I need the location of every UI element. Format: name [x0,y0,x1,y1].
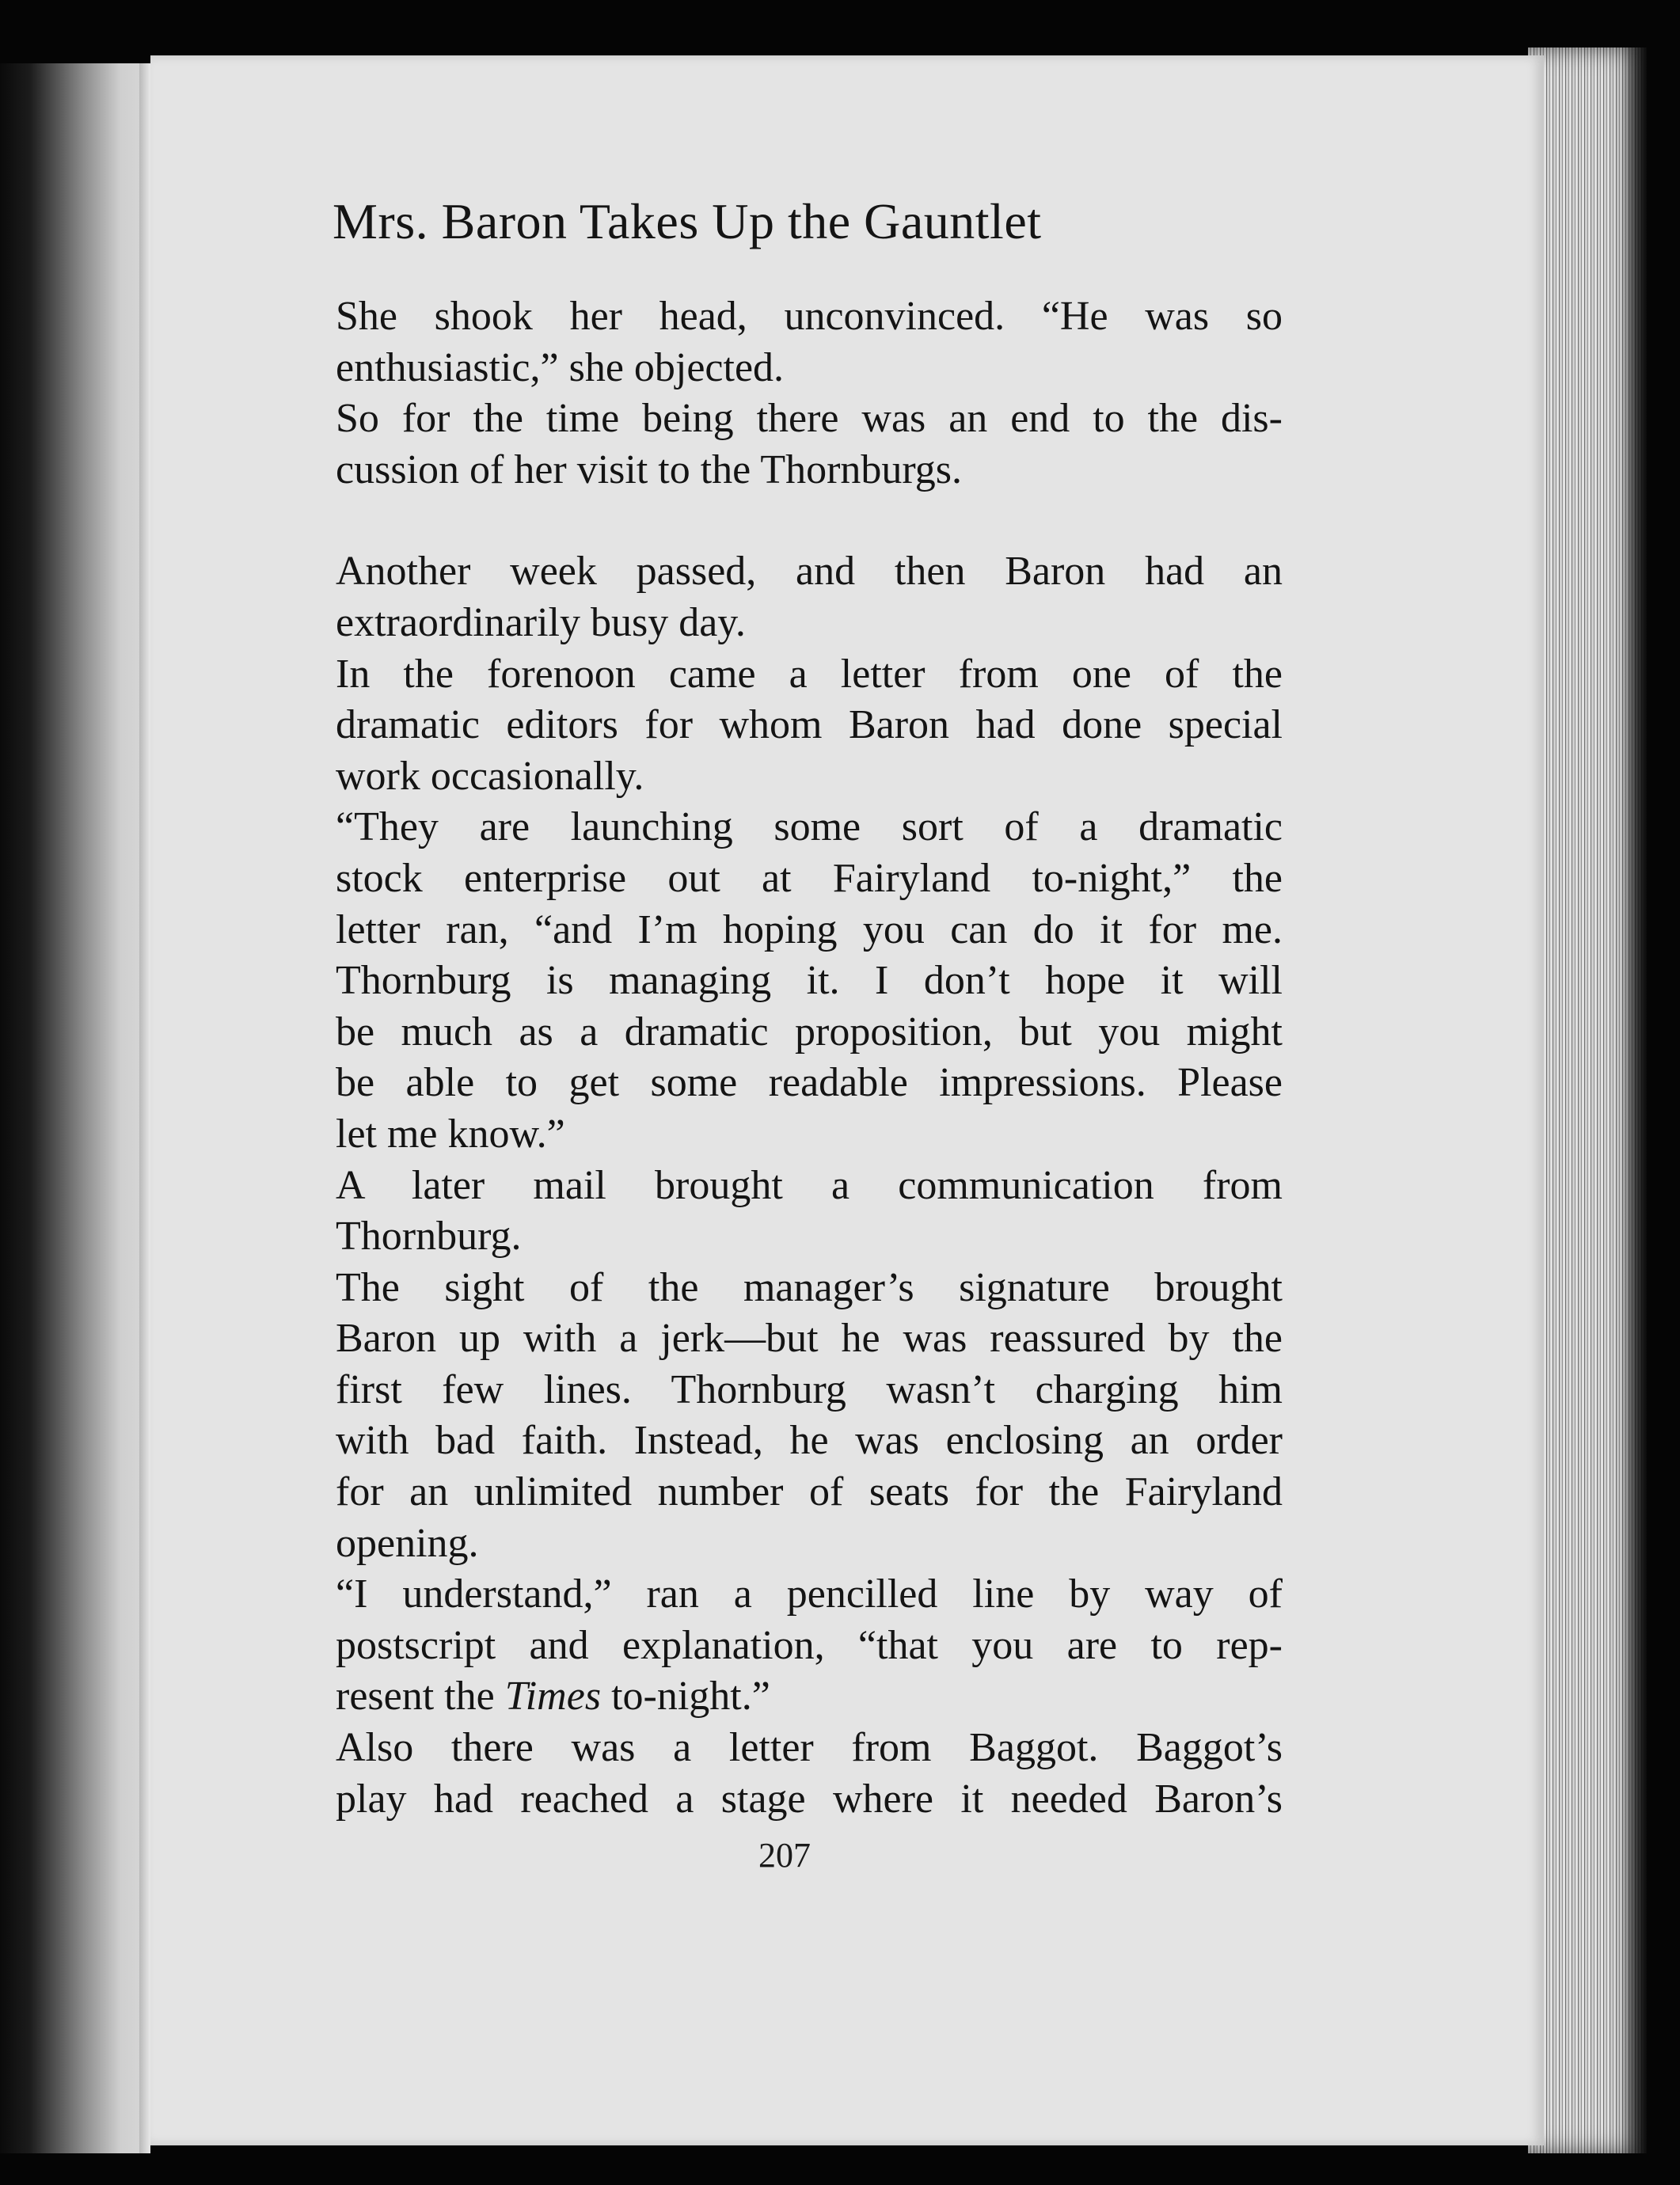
body-text [293,291,1283,1825]
text-line: Also there was a letter from Baggot. Baggot’s [336,1725,1283,1771]
text-line: opening. [336,1520,479,1566]
text-line: In the forenoon came a letter from one of the [336,651,1283,697]
text-line: “I understand,” ran a pencilled line by way of [336,1571,1283,1617]
text-line: first few lines. Thornburg wasn’t charging him [336,1366,1283,1412]
text-line: dramatic editors for whom Baron had done special [336,702,1283,748]
page-edges [1528,48,1647,2153]
text-run: to-night.” [601,1674,770,1720]
text-line: letter ran, “and I’m hoping you can do it for me. [336,906,1283,952]
text-line: The sight of the manager’s signature brought [336,1264,1283,1310]
text-line: A later mail brought a communication from [336,1162,1283,1208]
text-line: Baron up with a jerk—but he was reassured by the [336,1316,1283,1362]
text-line: let me know.” [336,1111,565,1157]
text-run: resent the [336,1674,495,1720]
paragraph [293,1569,1283,1723]
text-line: extraordinarily busy day. [336,599,746,645]
paragraph [293,546,1283,648]
running-head: Mrs. Baron Takes Up the Gauntlet [333,193,1042,249]
italic-title: Times [504,1674,602,1720]
text-line: “They are launching some sort of a dramatic [336,804,1283,850]
paragraph [293,649,1283,803]
text-line: stock enterprise out at Fairyland to-night,” the [336,855,1283,901]
facing-page-edge [0,63,150,2153]
text-line: She shook her head, unconvinced. “He was so [336,294,1283,339]
text-line: Another week passed, and then Baron had an [336,549,1283,595]
paragraph [293,1723,1283,1825]
paragraph [293,1263,1283,1570]
paragraph [293,393,1283,496]
paragraph [293,802,1283,1160]
text-line: postscript and explanation, “that you are to rep- [336,1622,1283,1668]
text-line: for an unlimited number of seats for the Fairyland [336,1469,1283,1515]
text-line: play had reached a stage where it needed Baron’s [336,1776,1283,1822]
text-line: work occasionally. [336,753,644,799]
text-line: be much as a dramatic proposition, but you might [336,1009,1283,1054]
paragraph [293,1161,1283,1263]
text-line: enthusiastic,” she objected. [336,344,785,390]
text-line [293,1671,1283,1723]
text-line: So for the time being there was an end to the dis- [336,396,1283,442]
paragraph [293,291,1283,393]
text-line: be able to get some readable impressions. Please [336,1060,1283,1106]
text-line: Thornburg is managing it. I don’t hope it will [336,958,1283,1004]
text-line: with bad faith. Instead, he was enclosing an order [336,1418,1283,1464]
text-line: cussion of her visit to the Thornburgs. [336,446,963,492]
text-line: Thornburg. [336,1214,522,1260]
page-number: 207 [758,1836,811,1875]
